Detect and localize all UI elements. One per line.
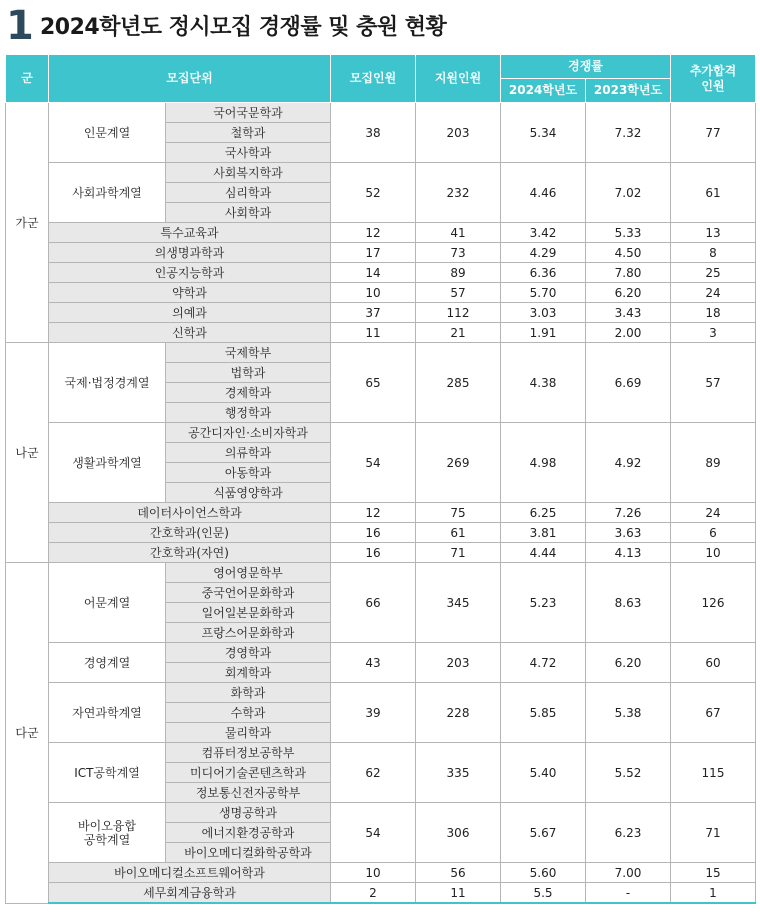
ratio-2023-cell: 7.00 [586, 863, 671, 883]
applicants-cell: 203 [416, 643, 501, 683]
table-row [6, 423, 756, 443]
additional-cell: 24 [671, 503, 756, 523]
sub-unit-cell: 행정학과 [166, 403, 331, 423]
ratio-2023-cell: 6.20 [586, 283, 671, 303]
quota-cell: 37 [331, 303, 416, 323]
ratio-2024-cell: 5.34 [501, 103, 586, 163]
ratio-2024-cell: 1.91 [501, 323, 586, 343]
sub-unit-cell: 생명공학과 [166, 803, 331, 823]
applicants-cell: 71 [416, 543, 501, 563]
additional-cell: 77 [671, 103, 756, 163]
unit-cell: 약학과 [49, 283, 331, 303]
quota-cell: 2 [331, 883, 416, 904]
applicants-cell: 345 [416, 563, 501, 643]
sub-unit-cell: 철학과 [166, 123, 331, 143]
quota-cell: 10 [331, 283, 416, 303]
additional-cell: 10 [671, 543, 756, 563]
additional-cell: 24 [671, 283, 756, 303]
applicants-cell: 11 [416, 883, 501, 904]
unit-cell: 특수교육과 [49, 223, 331, 243]
ratio-2024-cell: 4.44 [501, 543, 586, 563]
ratio-2023-cell: 5.52 [586, 743, 671, 803]
additional-cell: 71 [671, 803, 756, 863]
quota-cell: 65 [331, 343, 416, 423]
table-row [6, 163, 756, 183]
applicants-cell: 228 [416, 683, 501, 743]
header-gun: 군 [6, 55, 49, 103]
quota-cell: 54 [331, 803, 416, 863]
header-quota: 모집인원 [331, 55, 416, 103]
quota-cell: 12 [331, 503, 416, 523]
group-cell: 인문계열 [49, 103, 166, 163]
additional-cell: 15 [671, 863, 756, 883]
ratio-2023-cell: 2.00 [586, 323, 671, 343]
applicants-cell: 75 [416, 503, 501, 523]
table-row [6, 343, 756, 363]
table-body [6, 103, 756, 904]
ratio-2024-cell: 4.72 [501, 643, 586, 683]
group-cell: 경영계열 [49, 643, 166, 683]
applicants-cell: 21 [416, 323, 501, 343]
sub-unit-cell: 화학과 [166, 683, 331, 703]
admission-table [5, 54, 756, 904]
unit-cell: 인공지능학과 [49, 263, 331, 283]
quota-cell: 54 [331, 423, 416, 503]
applicants-cell: 112 [416, 303, 501, 323]
group-cell: ICT공학계열 [49, 743, 166, 803]
quota-cell: 43 [331, 643, 416, 683]
sub-unit-cell: 경제학과 [166, 383, 331, 403]
ratio-2024-cell: 3.03 [501, 303, 586, 323]
table-row [6, 683, 756, 703]
header-additional: 추가합격 인원 [671, 55, 756, 103]
ratio-2023-cell: 5.38 [586, 683, 671, 743]
applicants-cell: 335 [416, 743, 501, 803]
sub-unit-cell: 법학과 [166, 363, 331, 383]
unit-cell: 데이터사이언스학과 [49, 503, 331, 523]
table-row [6, 863, 756, 883]
title-text: 2024학년도 정시모집 경쟁률 및 충원 현황 [40, 15, 447, 40]
group-cell: 국제·법정경계열 [49, 343, 166, 423]
sub-unit-cell: 미디어기술콘텐츠학과 [166, 763, 331, 783]
table-row [6, 263, 756, 283]
gun-cell: 다군 [6, 563, 49, 904]
header-ratio: 경쟁률 [501, 55, 671, 79]
unit-cell: 간호학과(인문) [49, 523, 331, 543]
ratio-2024-cell: 5.85 [501, 683, 586, 743]
ratio-2023-cell: 5.33 [586, 223, 671, 243]
header-applicants: 지원인원 [416, 55, 501, 103]
quota-cell: 62 [331, 743, 416, 803]
applicants-cell: 285 [416, 343, 501, 423]
ratio-2024-cell: 4.38 [501, 343, 586, 423]
ratio-2024-cell: 5.60 [501, 863, 586, 883]
table-row [6, 283, 756, 303]
sub-unit-cell: 회계학과 [166, 663, 331, 683]
table-row [6, 223, 756, 243]
sub-unit-cell: 바이오메디컬화학공학과 [166, 843, 331, 863]
ratio-2024-cell: 6.36 [501, 263, 586, 283]
ratio-2023-cell: 6.23 [586, 803, 671, 863]
header-ratio-2024: 2024학년도 [501, 79, 586, 103]
sub-unit-cell: 컴퓨터정보공학부 [166, 743, 331, 763]
group-cell: 사회과학계열 [49, 163, 166, 223]
sub-unit-cell: 사회학과 [166, 203, 331, 223]
ratio-2024-cell: 3.81 [501, 523, 586, 543]
sub-unit-cell: 식품영양학과 [166, 483, 331, 503]
applicants-cell: 232 [416, 163, 501, 223]
quota-cell: 52 [331, 163, 416, 223]
quota-cell: 66 [331, 563, 416, 643]
additional-cell: 67 [671, 683, 756, 743]
ratio-2024-cell: 6.25 [501, 503, 586, 523]
ratio-2023-cell: 7.80 [586, 263, 671, 283]
table-row [6, 243, 756, 263]
ratio-2023-cell: - [586, 883, 671, 904]
unit-cell: 의생명과학과 [49, 243, 331, 263]
applicants-cell: 41 [416, 223, 501, 243]
sub-unit-cell: 정보통신전자공학부 [166, 783, 331, 803]
quota-cell: 17 [331, 243, 416, 263]
table-header [6, 55, 756, 103]
table-row [6, 563, 756, 583]
additional-cell: 61 [671, 163, 756, 223]
table-row [6, 543, 756, 563]
group-cell: 자연과학계열 [49, 683, 166, 743]
quota-cell: 16 [331, 543, 416, 563]
ratio-2024-cell: 4.98 [501, 423, 586, 503]
quota-cell: 39 [331, 683, 416, 743]
group-cell: 바이오융합 공학계열 [49, 803, 166, 863]
ratio-2024-cell: 5.40 [501, 743, 586, 803]
sub-unit-cell: 일어일본문화학과 [166, 603, 331, 623]
quota-cell: 12 [331, 223, 416, 243]
ratio-2023-cell: 4.92 [586, 423, 671, 503]
applicants-cell: 61 [416, 523, 501, 543]
group-cell: 생활과학계열 [49, 423, 166, 503]
sub-unit-cell: 경영학과 [166, 643, 331, 663]
additional-cell: 13 [671, 223, 756, 243]
applicants-cell: 73 [416, 243, 501, 263]
table-row [6, 803, 756, 823]
table-row [6, 883, 756, 904]
sub-unit-cell: 수학과 [166, 703, 331, 723]
table-row [6, 323, 756, 343]
sub-unit-cell: 공간디자인·소비자학과 [166, 423, 331, 443]
unit-cell: 세무회계금융학과 [49, 883, 331, 904]
quota-cell: 11 [331, 323, 416, 343]
applicants-cell: 56 [416, 863, 501, 883]
applicants-cell: 57 [416, 283, 501, 303]
applicants-cell: 269 [416, 423, 501, 503]
table-row [6, 643, 756, 663]
gun-cell: 나군 [6, 343, 49, 563]
sub-unit-cell: 물리학과 [166, 723, 331, 743]
table-row [6, 503, 756, 523]
ratio-2023-cell: 4.50 [586, 243, 671, 263]
additional-cell: 6 [671, 523, 756, 543]
title-number: 1 [6, 3, 32, 49]
additional-cell: 18 [671, 303, 756, 323]
quota-cell: 14 [331, 263, 416, 283]
ratio-2024-cell: 3.42 [501, 223, 586, 243]
table-row [6, 103, 756, 123]
ratio-2024-cell: 4.29 [501, 243, 586, 263]
quota-cell: 10 [331, 863, 416, 883]
ratio-2023-cell: 7.26 [586, 503, 671, 523]
applicants-cell: 89 [416, 263, 501, 283]
sub-unit-cell: 국어국문학과 [166, 103, 331, 123]
ratio-2023-cell: 3.43 [586, 303, 671, 323]
ratio-2024-cell: 5.70 [501, 283, 586, 303]
ratio-2023-cell: 7.32 [586, 103, 671, 163]
table-row [6, 523, 756, 543]
quota-cell: 16 [331, 523, 416, 543]
sub-unit-cell: 심리학과 [166, 183, 331, 203]
additional-cell: 8 [671, 243, 756, 263]
additional-cell: 126 [671, 563, 756, 643]
ratio-2024-cell: 5.23 [501, 563, 586, 643]
sub-unit-cell: 의류학과 [166, 443, 331, 463]
sub-unit-cell: 중국언어문화학과 [166, 583, 331, 603]
ratio-2024-cell: 4.46 [501, 163, 586, 223]
ratio-2023-cell: 6.69 [586, 343, 671, 423]
table-row [6, 743, 756, 763]
additional-cell: 89 [671, 423, 756, 503]
sub-unit-cell: 국제학부 [166, 343, 331, 363]
sub-unit-cell: 사회복지학과 [166, 163, 331, 183]
group-cell: 어문계열 [49, 563, 166, 643]
applicants-cell: 306 [416, 803, 501, 863]
ratio-2023-cell: 7.02 [586, 163, 671, 223]
additional-cell: 1 [671, 883, 756, 904]
sub-unit-cell: 국사학과 [166, 143, 331, 163]
ratio-2024-cell: 5.67 [501, 803, 586, 863]
sub-unit-cell: 에너지환경공학과 [166, 823, 331, 843]
sub-unit-cell: 아동학과 [166, 463, 331, 483]
gun-cell: 가군 [6, 103, 49, 343]
unit-cell: 바이오메디컬소프트웨어학과 [49, 863, 331, 883]
ratio-2023-cell: 6.20 [586, 643, 671, 683]
additional-cell: 25 [671, 263, 756, 283]
unit-cell: 의예과 [49, 303, 331, 323]
additional-cell: 115 [671, 743, 756, 803]
applicants-cell: 203 [416, 103, 501, 163]
ratio-2023-cell: 8.63 [586, 563, 671, 643]
additional-cell: 57 [671, 343, 756, 423]
sub-unit-cell: 프랑스어문화학과 [166, 623, 331, 643]
page-title [0, 0, 760, 54]
quota-cell: 38 [331, 103, 416, 163]
unit-cell: 신학과 [49, 323, 331, 343]
additional-cell: 3 [671, 323, 756, 343]
unit-cell: 간호학과(자연) [49, 543, 331, 563]
header-ratio-2023: 2023학년도 [586, 79, 671, 103]
ratio-2023-cell: 3.63 [586, 523, 671, 543]
ratio-2023-cell: 4.13 [586, 543, 671, 563]
sub-unit-cell: 영어영문학부 [166, 563, 331, 583]
header-unit: 모집단위 [49, 55, 331, 103]
additional-cell: 60 [671, 643, 756, 683]
table-row [6, 303, 756, 323]
ratio-2024-cell: 5.5 [501, 883, 586, 904]
